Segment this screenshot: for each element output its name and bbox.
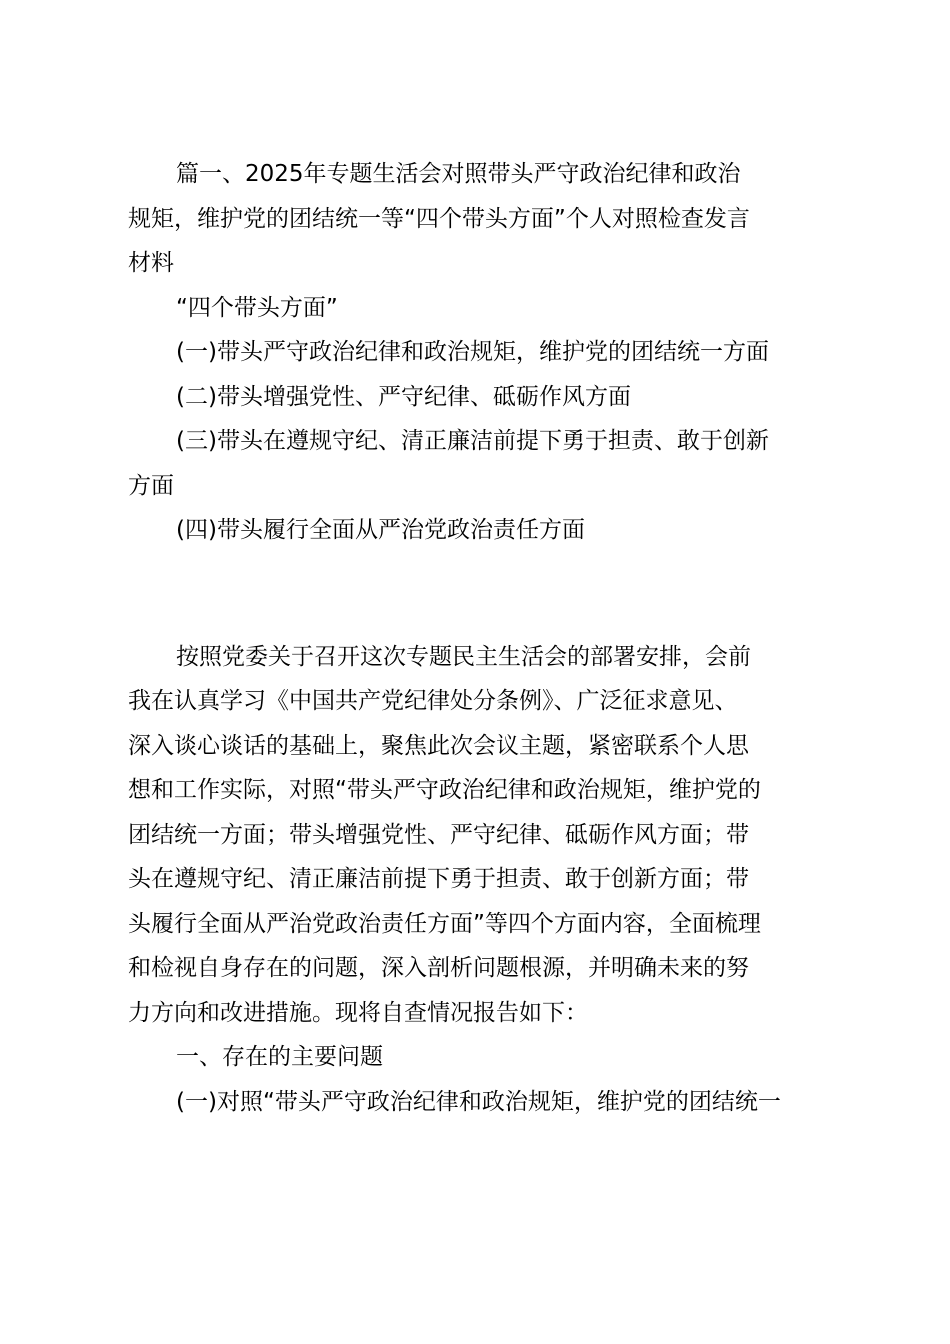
aspect-item-1: (一)带头严守政治纪律和政治规矩，维护党的团结统一方面 [176,339,769,365]
body-line: 我在认真学习《中国共产党纪律处分条例》、广泛征求意见、 [128,688,738,714]
body-line: 团结统一方面；带头增强党性、严守纪律、砥砺作风方面；带 [128,821,749,848]
body-line: 想和工作实际，对照“带头严守政治纪律和政治规矩，维护党的 [128,777,761,803]
aspect-item-4: (四)带头履行全面从严治党政治责任方面 [176,517,585,543]
title-line-3: 材料 [128,250,174,276]
body-line: 按照党委关于召开这次专题民主生活会的部署安排，会前 [176,643,751,670]
document-title [128,152,830,286]
title-line-1: 篇一、2025年专题生活会对照带头严守政治纪律和政治 [176,161,741,187]
section-heading: 一、存在的主要问题 [176,1044,383,1070]
body-paragraph [128,635,830,1036]
document-page [128,152,830,1124]
four-aspects-heading: “四个带头方面” [176,294,338,321]
section-item-1: (一)对照“带头严守政治纪律和政治规矩，维护党的团结统一 [176,1088,781,1115]
title-line-2: 规矩，维护党的团结统一等“四个带头方面”个人对照检查发言 [128,205,750,232]
body-line: 深入谈心谈话的基础上，聚焦此次会议主题，紧密联系个人思 [128,732,749,759]
section-spacer [128,553,830,635]
body-line: 头在遵规守纪、清正廉洁前提下勇于担责、敢于创新方面；带 [128,866,749,892]
aspect-item-3: (三)带头在遵规守纪、清正廉洁前提下勇于担责、敢于创新 [176,428,769,454]
aspect-item-3-continued: 方面 [128,472,174,499]
aspects-list [128,330,830,553]
aspect-item-2: (二)带头增强党性、严守纪律、砥砺作风方面 [176,383,631,410]
body-line: 和检视自身存在的问题，深入剖析问题根源，并明确未来的努 [128,955,749,981]
body-line: 头履行全面从严治党政治责任方面”等四个方面内容，全面梳理 [128,910,761,937]
body-line: 力方向和改进措施。现将自查情况报告如下： [128,999,588,1026]
